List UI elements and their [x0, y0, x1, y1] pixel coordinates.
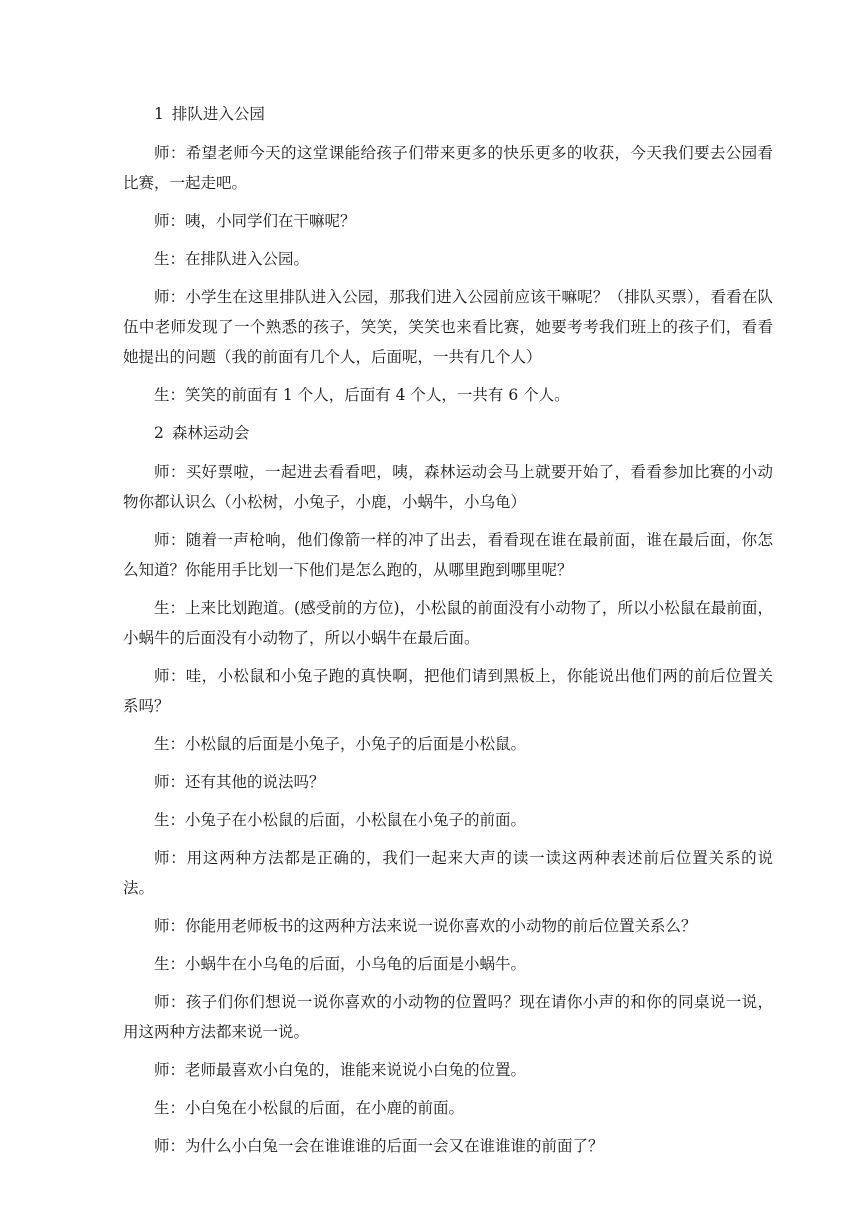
dialogue-paragraph: 师：小学生在这里排队进入公园，那我们进入公园前应该干嘛呢？（排队买票），看看在队伍中老师发现了一个熟悉的孩子，笑笑，笑笑也来看比赛，她要考考我们班上的孩子们，看看她提出的问题（我的前面有几个人，后面呢，一共有几个人） [123, 288, 773, 366]
section-title: 森林运动会 [171, 424, 250, 442]
dialogue-paragraph: 师：还有其他的说法吗？ [154, 773, 325, 791]
section-number: 2 [154, 424, 164, 442]
section-heading-2 [123, 418, 773, 448]
dialogue-paragraph: 生：在排队进入公园。 [154, 250, 310, 268]
dialogue-paragraph: 生：小松鼠的后面是小兔子，小兔子的后面是小松鼠。 [154, 735, 527, 753]
dialogue-paragraph: 生：小白兔在小松鼠的后面，在小鹿的前面。 [154, 1099, 465, 1117]
section-number: 1 [154, 105, 164, 123]
dialogue-paragraph: 生：笑笑的前面有 1 个人，后面有 4 个人，一共有 6 个人。 [154, 386, 570, 404]
dialogue-paragraph: 生：小蜗牛在小乌龟的后面，小乌龟的后面是小蜗牛。 [154, 955, 527, 973]
dialogue-paragraph: 师：希望老师今天的这堂课能给孩子们带来更多的快乐更多的收获，今天我们要去公园看比赛，一起走吧。 [123, 144, 773, 192]
dialogue-paragraph: 师：老师最喜欢小白兔的，谁能来说说小白兔的位置。 [154, 1061, 527, 1079]
document-body [123, 99, 773, 1169]
dialogue-paragraph: 师：孩子们你们想说一说你喜欢的小动物的位置吗？现在请你小声的和你的同桌说一说，用这两种方法都来说一说。 [123, 993, 773, 1041]
dialogue-paragraph: 师：为什么小白兔一会在谁谁谁的后面一会又在谁谁谁的前面了？ [154, 1137, 604, 1155]
dialogue-paragraph: 师：随着一声枪响，他们像箭一样的冲了出去，看看现在谁在最前面，谁在最后面，你怎么知道？你能用手比划一下他们是怎么跑的，从哪里跑到哪里呢？ [123, 531, 773, 579]
dialogue-paragraph: 师：咦，小同学们在干嘛呢？ [154, 212, 356, 230]
section-title: 排队进入公园 [171, 105, 265, 123]
section-heading-1 [123, 99, 773, 129]
dialogue-paragraph: 师：哇，小松鼠和小兔子跑的真快啊，把他们请到黑板上，你能说出他们两的前后位置关系吗？ [123, 667, 773, 715]
dialogue-paragraph: 生：小兔子在小松鼠的后面，小松鼠在小兔子的前面。 [154, 811, 527, 829]
dialogue-paragraph: 生：上来比划跑道。(感受前的方位)，小松鼠的前面没有小动物了，所以小松鼠在最前面，小蜗牛的后面没有小动物了，所以小蜗牛在最后面。 [123, 599, 773, 647]
dialogue-paragraph: 师：你能用老师板书的这两种方法来说一说你喜欢的小动物的前后位置关系么？ [154, 917, 697, 935]
dialogue-paragraph: 师：用这两种方法都是正确的，我们一起来大声的读一读这两种表述前后位置关系的说法。 [123, 849, 773, 897]
dialogue-paragraph: 师：买好票啦，一起进去看看吧，咦，森林运动会马上就要开始了，看看参加比赛的小动物你都认识么（小松树，小兔子，小鹿，小蜗牛，小乌龟） [123, 463, 773, 511]
